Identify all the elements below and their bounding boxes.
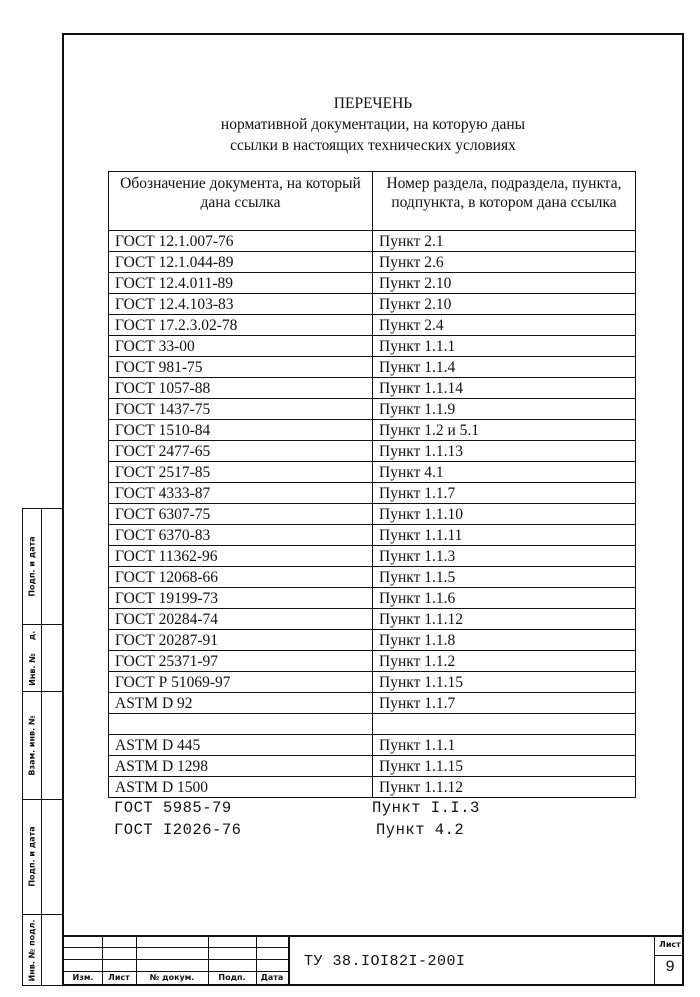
section-cell: Пункт 1.1.12 (373, 609, 636, 630)
document-cell: ГОСТ 2517-85 (109, 462, 373, 483)
section-cell: Пункт 1.1.11 (373, 525, 636, 546)
document-cell: ГОСТ 12.1.007-76 (109, 231, 373, 252)
section-cell: Пункт 2.4 (373, 315, 636, 336)
table-row (109, 231, 636, 252)
document-cell: ГОСТ Р 51069-97 (109, 672, 373, 693)
table-row (109, 399, 636, 420)
sheet-label: Лист (659, 940, 681, 949)
title-block-izm: Изм. (72, 973, 94, 982)
side-label-inv-podl: Инв. № подл. (27, 919, 37, 982)
section-cell: Пункт 1.1.5 (373, 567, 636, 588)
table-row (109, 714, 636, 735)
document-cell: ГОСТ 12.1.044-89 (109, 252, 373, 273)
table-row (109, 630, 636, 651)
document-cell: ГОСТ 20287-91 (109, 630, 373, 651)
section-cell: Пункт 1.1.15 (373, 756, 636, 777)
section-cell: Пункт 2.6 (373, 252, 636, 273)
section-cell: Пункт 1.1.8 (373, 630, 636, 651)
side-stamp-strip (22, 508, 62, 986)
section-cell: Пункт 1.1.9 (373, 399, 636, 420)
table-row (109, 609, 636, 630)
section-cell: Пункт 1.1.1 (373, 336, 636, 357)
document-cell: ГОСТ 1437-75 (109, 399, 373, 420)
table-row (109, 651, 636, 672)
document-cell: ASTM D 445 (109, 735, 373, 756)
document-cell: ГОСТ 25371-97 (109, 651, 373, 672)
title-block-data: Дата (260, 973, 284, 982)
title-block-doc-num: № докум. (149, 973, 195, 982)
section-cell (373, 714, 636, 735)
document-cell: ГОСТ 2477-65 (109, 441, 373, 462)
side-label-sign-date-bottom: Подп. и дата (27, 826, 37, 887)
side-label-dubl: д. (27, 630, 37, 641)
table-row (109, 273, 636, 294)
section-cell: Пункт 1.1.1 (373, 735, 636, 756)
table-body (109, 231, 636, 798)
document-cell: ГОСТ 20284-74 (109, 609, 373, 630)
section-cell: Пункт 4.1 (373, 462, 636, 483)
section-cell: Пункт 1.1.2 (373, 651, 636, 672)
document-cell: ASTM D 1500 (109, 777, 373, 798)
document-cell: ГОСТ 4333-87 (109, 483, 373, 504)
section-cell: Пункт 1.1.14 (373, 378, 636, 399)
table-row (109, 504, 636, 525)
table-row (109, 378, 636, 399)
document-cell: ГОСТ 1057-88 (109, 378, 373, 399)
sheet-number: 9 (665, 958, 675, 976)
side-label-inv-dubl: Инв. № (27, 652, 37, 686)
title-block-grid (64, 935, 288, 986)
sheet-box-divider (654, 935, 655, 986)
document-cell: ГОСТ 6307-75 (109, 504, 373, 525)
typed-row-2-section: Пункт 4.2 (376, 821, 465, 839)
sheet-box-line (654, 955, 684, 956)
section-cell: Пункт 1.2 и 5.1 (373, 420, 636, 441)
section-cell: Пункт 2.1 (373, 231, 636, 252)
typed-row-1-document: ГОСТ 5985-79 (114, 799, 232, 817)
document-cell: ГОСТ 12.4.103-83 (109, 294, 373, 315)
document-cell: ГОСТ 11362-96 (109, 546, 373, 567)
document-subtitle-line2: ссылки в настоящих технических условиях (230, 137, 516, 154)
table-row (109, 441, 636, 462)
section-cell: Пункт 1.1.13 (373, 441, 636, 462)
section-cell: Пункт 1.1.7 (373, 693, 636, 714)
table-row (109, 546, 636, 567)
table-row (109, 525, 636, 546)
column-header-document: Обозначение документа, на который дана ссылка (109, 172, 373, 231)
table-row (109, 315, 636, 336)
table-header-row (109, 172, 636, 231)
document-cell: ГОСТ 981-75 (109, 357, 373, 378)
references-table (108, 171, 636, 798)
table-row (109, 357, 636, 378)
document-cell: ASTM D 92 (109, 693, 373, 714)
section-cell: Пункт 1.1.12 (373, 777, 636, 798)
section-cell: Пункт 1.1.15 (373, 672, 636, 693)
document-cell: ГОСТ 1510-84 (109, 420, 373, 441)
document-cell: ГОСТ 6370-83 (109, 525, 373, 546)
table-row (109, 588, 636, 609)
document-cell: ГОСТ 19199-73 (109, 588, 373, 609)
document-cell: ГОСТ 17.2.3.02-78 (109, 315, 373, 336)
typed-row-2-document: ГОСТ I2026-76 (114, 821, 242, 839)
table-row (109, 336, 636, 357)
section-cell: Пункт 2.10 (373, 273, 636, 294)
table-row (109, 420, 636, 441)
table-row (109, 567, 636, 588)
document-cell (109, 714, 373, 735)
document-title: ПЕРЕЧЕНЬ (333, 95, 413, 112)
document-cell: ГОСТ 33-00 (109, 336, 373, 357)
document-cell: ASTM D 1298 (109, 756, 373, 777)
document-code: ТУ 38.IOI82I-200I (304, 953, 466, 970)
section-cell: Пункт 1.1.4 (373, 357, 636, 378)
column-header-section: Номер раздела, подраздела, пункта, подпункта, в котором дана ссылка (373, 172, 636, 231)
table-row (109, 693, 636, 714)
table-row (109, 252, 636, 273)
typed-row-1-section: Пункт I.I.3 (372, 799, 480, 817)
section-cell: Пункт 1.1.7 (373, 483, 636, 504)
title-block-divider (288, 935, 290, 986)
side-label-sign-date-top: Подп. и дата (27, 536, 37, 597)
table-row (109, 672, 636, 693)
section-cell: Пункт 1.1.6 (373, 588, 636, 609)
title-block-list: Лист (108, 973, 130, 982)
table-row (109, 462, 636, 483)
table-row (109, 483, 636, 504)
table-row (109, 294, 636, 315)
side-label-vzam-inv: Взам. инв. № (27, 714, 37, 776)
document-subtitle-line1: нормативной документации, на которую даны (220, 116, 526, 133)
table-row (109, 777, 636, 798)
section-cell: Пункт 1.1.10 (373, 504, 636, 525)
table-row (109, 756, 636, 777)
table-row (109, 735, 636, 756)
document-cell: ГОСТ 12068-66 (109, 567, 373, 588)
document-cell: ГОСТ 12.4.011-89 (109, 273, 373, 294)
title-block-podp: Подп. (218, 973, 246, 982)
section-cell: Пункт 2.10 (373, 294, 636, 315)
section-cell: Пункт 1.1.3 (373, 546, 636, 567)
